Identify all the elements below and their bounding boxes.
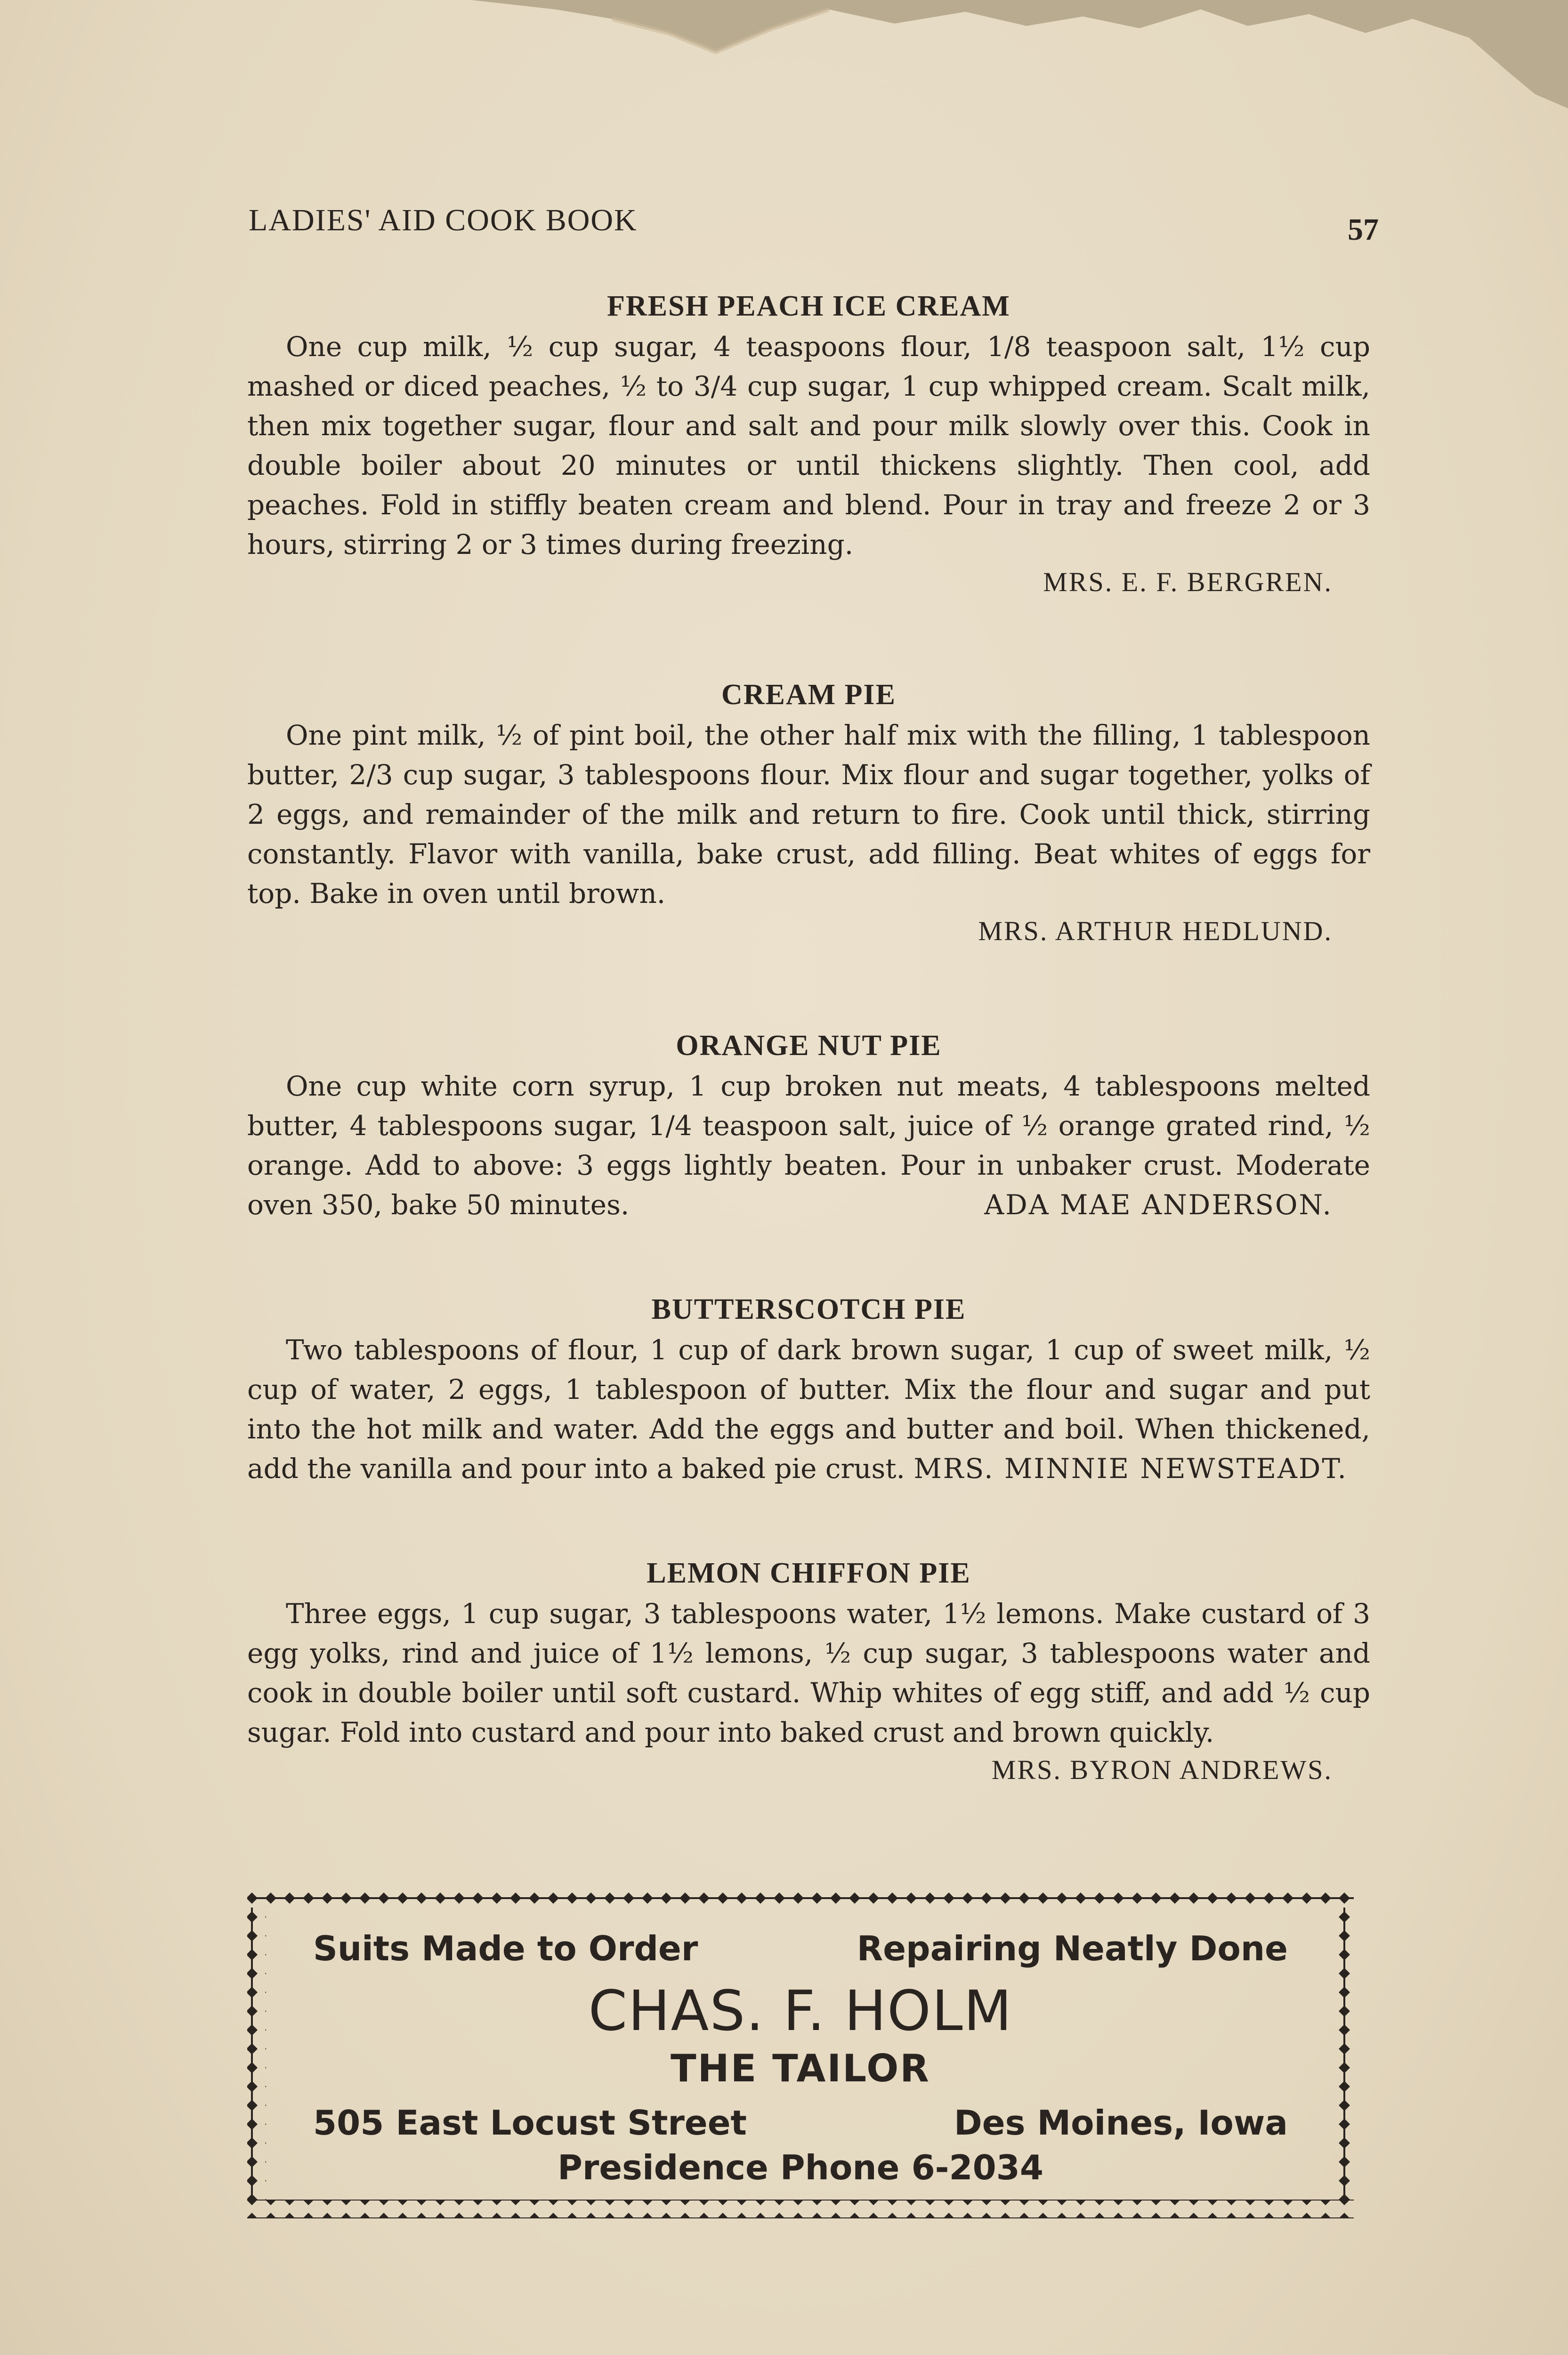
recipe-body-text: Two tablespoons of flour, 1 cup of dark brown sugar, 1 cup of sweet milk, ½ cup of water, 2 eggs, 1 tablespoon of butter. Mix the flour and sugar and put into the hot milk and water. Add the eggs and butter and boil. When thickened, add the vanilla and pour into a baked pie crust. xyxy=(247,1334,1370,1485)
recipe-lemon-chiffon-pie xyxy=(247,1557,1370,1786)
recipe-author: ADA MAE ANDERSON. xyxy=(984,1189,1333,1221)
ad-left-slogan: Suits Made to Order xyxy=(313,1929,698,1968)
recipe-body xyxy=(247,1330,1370,1488)
recipe-orange-nut-pie xyxy=(247,1029,1370,1225)
recipe-cream-pie xyxy=(247,678,1370,947)
tailor-advertisement xyxy=(242,1889,1358,2218)
recipe-body: One cup milk, ½ cup sugar, 4 teaspoons flour, 1/8 teaspoon salt, 1½ cup mashed or diced peaches, ½ to 3/4 cup sugar, 1 cup whipped cream. Scalt milk, then mix together sugar, flour and salt and pour milk slowly over this. Cook in double boiler about 20 minutes or until thickens slightly. Then cool, add peaches. Fold in stiffly beaten cream and blend. Pour in tray and freeze 2 or 3 hours, stirring 2 or 3 times during freezing. xyxy=(247,331,1370,560)
ad-street: 505 East Locust Street xyxy=(313,2103,747,2143)
ad-business-name: CHAS. F. HOLM xyxy=(588,1978,1013,2043)
recipe-title: FRESH PEACH ICE CREAM xyxy=(607,290,1010,322)
recipe-butterscotch-pie xyxy=(247,1293,1370,1488)
recipe-title: LEMON CHIFFON PIE xyxy=(647,1557,971,1589)
recipe-body: One pint milk, ½ of pint boil, the other half mix with the filling, 1 tablespoon butter, 2/3 cup sugar, 3 tablespoons flour. Mix flour and sugar together, yolks of 2 eggs, and remainder of the milk and return to fire. Cook until thick, stirring constantly. Flavor with vanilla, bake crust, add filling. Beat whites of eggs for top. Bake in oven until brown. xyxy=(247,719,1370,910)
page-number: 57 xyxy=(1348,212,1379,247)
recipe-title: ORANGE NUT PIE xyxy=(676,1030,942,1062)
ad-slogans xyxy=(313,1929,1288,1968)
ad-city: Des Moines, Iowa xyxy=(954,2103,1288,2143)
recipe-author: MRS. BYRON ANDREWS. xyxy=(991,1754,1333,1785)
recipe-title: BUTTERSCOTCH PIE xyxy=(651,1293,966,1325)
recipe-body: Three eggs, 1 cup sugar, 3 tablespoons water, 1½ lemons. Make custard of 3 egg yolks, rind and juice of 1½ lemons, ½ cup sugar, 3 tablespoons water and cook in double boiler until soft custard. Whip whites of egg stiff, and add ½ cup sugar. Fold into custard and pour into baked crust and brown quickly. xyxy=(247,1598,1370,1748)
recipe-fresh-peach-ice-cream xyxy=(247,290,1370,598)
running-title: LADIES' AID COOK BOOK xyxy=(249,203,638,237)
recipe-author: MRS. MINNIE NEWSTEADT. xyxy=(913,1453,1348,1485)
ad-address xyxy=(313,2103,1288,2143)
recipe-author: MRS. E. F. BERGREN. xyxy=(1043,567,1333,597)
ad-phone: Presidence Phone 6-2034 xyxy=(558,2148,1043,2187)
recipe-title: CREAM PIE xyxy=(721,679,897,711)
recipe-author: MRS. ARTHUR HEDLUND. xyxy=(978,916,1333,946)
ad-right-slogan: Repairing Neatly Done xyxy=(857,1929,1288,1968)
recipe-body-text: One cup white corn syrup, 1 cup broken nut meats, 4 tablespoons melted butter, 4 tablespoons sugar, 1/4 teaspoon salt, juice of ½ orange grated rind, ½ orange. Add to above: 3 eggs lightly beaten. Pour in unbaker crust. Moderate oven 350, bake 50 minutes. xyxy=(247,1070,1370,1221)
recipe-body xyxy=(247,1066,1370,1225)
torn-top-edge xyxy=(0,0,1568,122)
page-header xyxy=(249,203,1379,245)
ad-trade: THE TAILOR xyxy=(671,2046,930,2090)
